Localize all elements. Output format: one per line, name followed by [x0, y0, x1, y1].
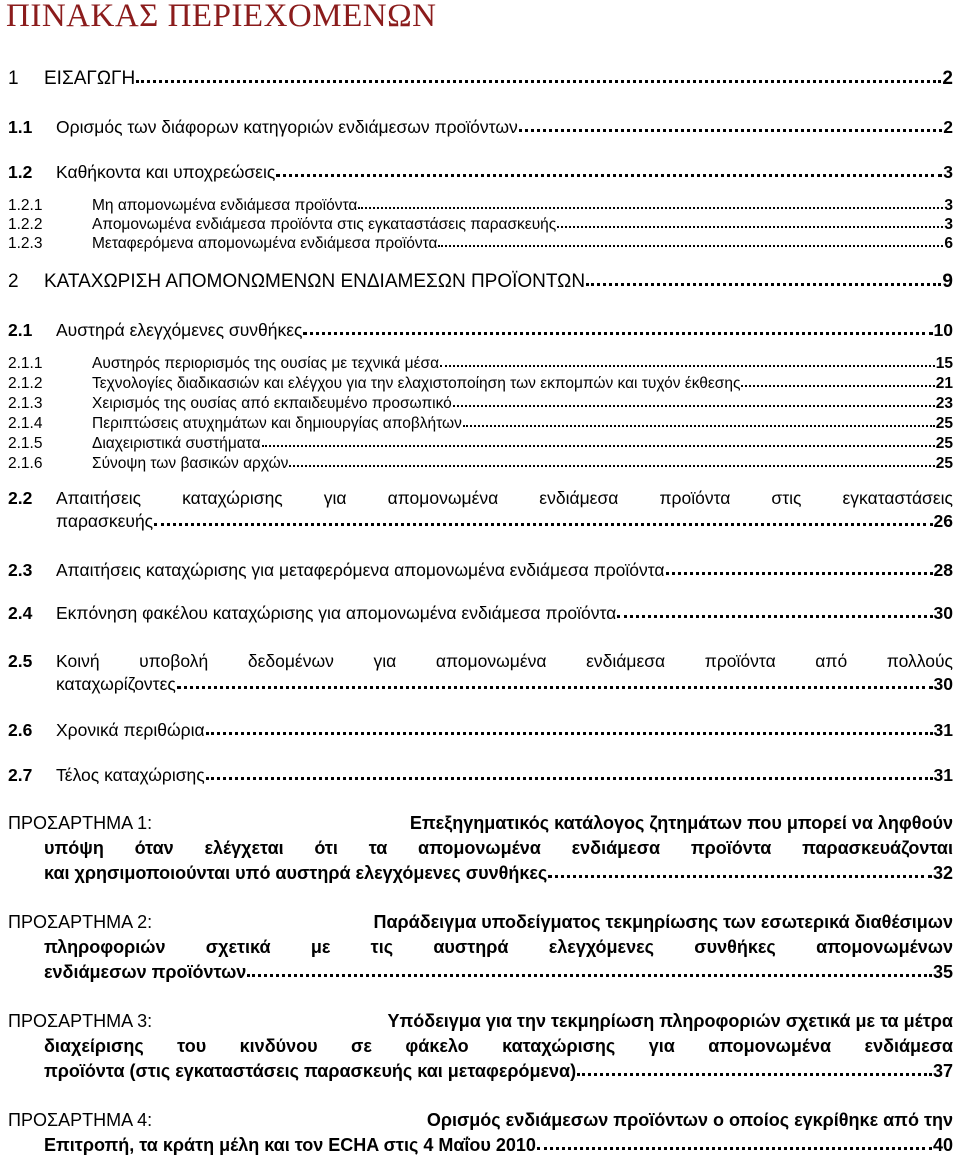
toc-entry[interactable]: [8, 117, 953, 138]
toc-number: 2.1.2: [8, 375, 43, 392]
dot-leader: [463, 421, 935, 427]
toc-number: 1.2.3: [8, 235, 43, 252]
toc-entry[interactable]: [8, 320, 953, 341]
toc-page: 3: [943, 162, 953, 182]
dot-leader: [177, 682, 933, 689]
toc-number: 1: [8, 68, 19, 89]
toc-page: 15: [935, 355, 953, 372]
toc-entry[interactable]: [8, 415, 953, 433]
toc-entry[interactable]: [8, 603, 953, 624]
appendix-text: διαχείρισης του κινδύνου σε φάκελο καταχώρισης για απομονωμένα ενδιάμεσα: [44, 1036, 953, 1056]
toc-text: Τεχνολογίες διαδικασιών και ελέγχου για την ελαχιστοποίηση των εκπομπών και τυχόν έκθεσης: [92, 375, 741, 392]
toc-page: 26: [933, 511, 953, 531]
toc-text-cont: παρασκευής: [56, 511, 154, 531]
toc-text: Ορισμός των διάφορων κατηγοριών ενδιάμεσων προϊόντων: [56, 117, 518, 137]
toc-text: Απαιτήσεις καταχώρισης για απομονωμένα ενδιάμεσα προϊόντα στις εγκαταστάσεις: [56, 488, 953, 508]
page-title: ΠΙΝΑΚΑΣ ΠΕΡΙΕΧΟΜΕΝΩΝ: [6, 0, 437, 34]
dot-leader: [438, 241, 943, 247]
toc-page: 10: [933, 320, 953, 340]
toc-entry[interactable]: [8, 720, 953, 741]
toc-page: 30: [933, 674, 953, 694]
appendix-text: ενδιάμεσων προϊόντων: [44, 962, 247, 982]
toc-text: Αυστηρός περιορισμός της ουσίας με τεχνικά μέσα: [92, 355, 440, 372]
toc-page: 21: [935, 375, 953, 392]
dot-leader: [666, 568, 933, 575]
appendix-text: προϊόντα (στις εγκαταστάσεις παρασκευής και μεταφερόμενα): [44, 1061, 577, 1081]
toc-number: 2.1: [8, 320, 33, 340]
toc-page: 6: [944, 235, 953, 252]
toc-number: 2.1.4: [8, 415, 43, 432]
toc-page: 3: [944, 197, 953, 214]
toc-text: Αυστηρά ελεγχόμενες συνθήκες: [56, 320, 303, 340]
appendix-text: Ορισμός ενδιάμεσων προϊόντων ο οποίος εγκρίθηκε από την: [426, 1110, 953, 1130]
appendix-entry[interactable]: [8, 912, 953, 983]
toc-page: 2: [942, 68, 953, 89]
toc-text: Χειρισμός της ουσίας από εκπαιδευμένο προσωπικό: [92, 395, 452, 412]
toc-text: Απομονωμένα ενδιάμεσα προϊόντα στις εγκαταστάσεις παρασκευής: [92, 216, 557, 233]
appendix-text: υπόψη όταν ελέγχεται ότι τα απομονωμένα ενδιάμεσα προϊόντα παρασκευάζονται: [44, 838, 953, 858]
dot-leader: [548, 871, 932, 878]
appendix-label: ΠΡΟΣΑΡΤΗΜΑ 4:: [8, 1110, 153, 1130]
appendix-text: πληροφοριών σχετικά με τις αυστηρά ελεγχόμενες συνθήκες απομονωμένων: [44, 937, 953, 957]
toc-page: 32: [932, 863, 953, 883]
appendix-label: ΠΡΟΣΑΡΤΗΜΑ 2:: [8, 912, 153, 932]
dot-leader: [577, 1069, 932, 1076]
dot-leader: [537, 1143, 932, 1150]
toc-text: Χρονικά περιθώρια: [56, 720, 205, 740]
appendix-text: και χρησιμοποιούνται υπό αυστηρά ελεγχόμενες συνθήκες: [44, 863, 548, 883]
toc-page: 2: [943, 117, 953, 137]
dot-leader: [206, 773, 933, 780]
dot-leader: [440, 361, 935, 367]
toc-page: 25: [935, 455, 953, 472]
toc-entry[interactable]: [8, 435, 953, 453]
toc-page: 30: [933, 603, 953, 623]
dot-leader: [136, 76, 941, 83]
dot-leader: [154, 519, 932, 526]
dot-leader: [519, 125, 943, 132]
toc-entry[interactable]: [8, 197, 953, 215]
appendix-text: Επιτροπή, τα κράτη μέλη και τον ECHA στις 4 Μαΐου 2010: [44, 1135, 536, 1155]
appendix-text: Παράδειγμα υποδείγματος τεκμηρίωσης των εσωτερικά διαθέσιμων: [373, 912, 953, 932]
toc-number: 2.4: [8, 603, 33, 623]
toc-text: Καθήκοντα και υποχρεώσεις: [56, 162, 276, 182]
appendix-entry[interactable]: [8, 1011, 953, 1082]
dot-leader: [741, 381, 934, 387]
toc-text: Τέλος καταχώρισης: [56, 765, 205, 785]
toc-number: 1.2.1: [8, 197, 43, 214]
dot-leader: [557, 222, 943, 228]
appendix-entry[interactable]: [8, 1110, 953, 1156]
dot-leader: [289, 461, 934, 467]
toc-entry[interactable]: [8, 395, 953, 413]
toc-number: 2.1.6: [8, 455, 43, 472]
toc-number: 2.5: [8, 651, 33, 671]
dot-leader: [262, 441, 935, 447]
toc-text: ΚΑΤΑΧΩΡΙΣΗ ΑΠΟΜΟΝΩΜΕΝΩΝ ΕΝΔΙΑΜΕΣΩΝ ΠΡΟΪΟΝΤΩΝ: [44, 271, 586, 292]
toc-entry[interactable]: [8, 68, 953, 90]
toc-page: 37: [932, 1061, 953, 1081]
toc-number: 2.1.5: [8, 435, 43, 452]
toc-page: 28: [933, 560, 953, 580]
toc-number: 2: [8, 271, 19, 292]
appendix-label: ΠΡΟΣΑΡΤΗΜΑ 1:: [8, 813, 153, 833]
toc-number: 2.1.3: [8, 395, 43, 412]
toc-entry[interactable]: [8, 216, 953, 234]
toc-text-cont: καταχωρίζοντες: [56, 674, 176, 694]
toc-entry[interactable]: [8, 162, 953, 183]
toc-page: 31: [933, 720, 953, 740]
toc-number: 2.1.1: [8, 355, 43, 372]
toc-page: 35: [932, 962, 953, 982]
toc-page: 23: [935, 395, 953, 412]
toc-entry[interactable]: [8, 651, 953, 695]
toc-number: 2.3: [8, 560, 33, 580]
toc-entry[interactable]: [8, 235, 953, 253]
toc-number: 2.6: [8, 720, 33, 740]
toc-page: 31: [933, 765, 953, 785]
toc-entry[interactable]: [8, 355, 953, 373]
toc-entry[interactable]: [8, 455, 953, 473]
dot-leader: [206, 728, 933, 735]
toc-entry[interactable]: [8, 375, 953, 393]
toc-page: 25: [935, 415, 953, 432]
toc-text: Διαχειριστικά συστήματα: [92, 435, 261, 452]
toc-text: Εκπόνηση φακέλου καταχώρισης για απομονωμένα ενδιάμεσα προϊόντα: [56, 603, 617, 623]
toc-text: Περιπτώσεις ατυχημάτων και δημιουργίας αποβλήτων: [92, 415, 462, 432]
dot-leader: [247, 970, 932, 977]
toc-text: ΕΙΣΑΓΩΓΗ: [44, 68, 136, 89]
toc-page: 9: [942, 271, 953, 292]
toc-text: Κοινή υποβολή δεδομένων για απομονωμένα ενδιάμεσα προϊόντα από πολλούς: [56, 651, 953, 671]
toc-number: 1.2: [8, 162, 33, 182]
toc-entry[interactable]: [8, 560, 953, 581]
toc-text: Μεταφερόμενα απομονωμένα ενδιάμεσα προϊόντα: [92, 235, 438, 252]
toc-number: 1.1: [8, 117, 33, 137]
dot-leader: [453, 401, 935, 407]
appendix-entry[interactable]: [8, 813, 953, 884]
toc-page: 40: [932, 1135, 953, 1155]
appendix-label: ΠΡΟΣΑΡΤΗΜΑ 3:: [8, 1011, 153, 1031]
toc-entry[interactable]: [8, 488, 953, 532]
appendix-text: Υπόδειγμα για την τεκμηρίωση πληροφοριών σχετικά με τα μέτρα: [387, 1011, 953, 1031]
toc-number: 2.7: [8, 765, 33, 785]
toc-page: 25: [935, 435, 953, 452]
toc-entry[interactable]: [8, 765, 953, 786]
toc-number: 1.2.2: [8, 216, 43, 233]
dot-leader: [303, 328, 932, 335]
toc-text: Σύνοψη των βασικών αρχών: [92, 455, 289, 472]
dot-leader: [358, 203, 943, 209]
toc-text: Μη απομονωμένα ενδιάμεσα προϊόντα: [92, 197, 358, 214]
dot-leader: [586, 279, 941, 286]
toc-text: Απαιτήσεις καταχώρισης για μεταφερόμενα απομονωμένα ενδιάμεσα προϊόντα: [56, 560, 665, 580]
toc-page: 3: [944, 216, 953, 233]
appendix-text: Επεξηγηματικός κατάλογος ζητημάτων που μπορεί να ληφθούν: [409, 813, 953, 833]
dot-leader: [617, 611, 932, 618]
dot-leader: [276, 170, 942, 177]
toc-number: 2.2: [8, 488, 33, 508]
toc-entry[interactable]: [8, 271, 953, 293]
